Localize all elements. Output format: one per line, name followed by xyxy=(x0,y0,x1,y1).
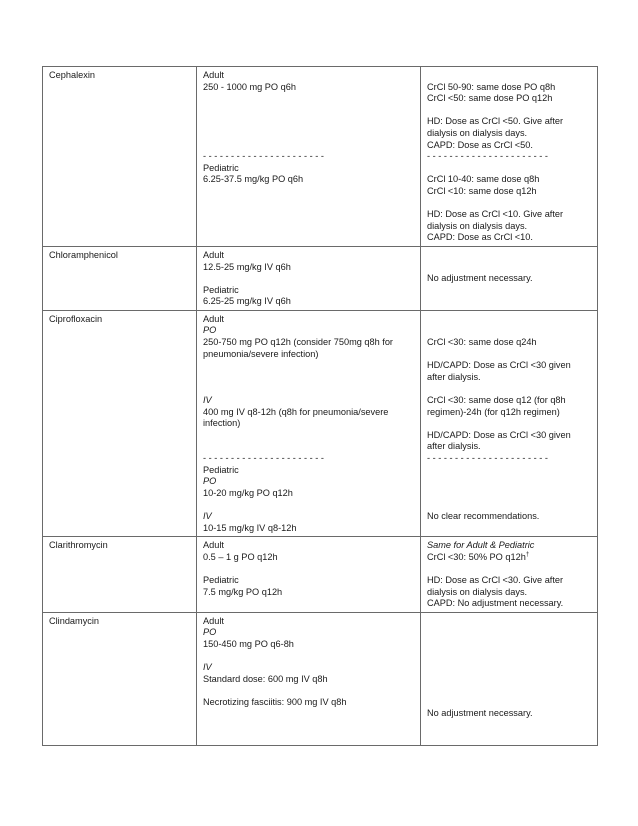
table-row xyxy=(43,612,598,746)
renal-line: CrCl <30: same dose q24h xyxy=(427,337,537,348)
renal-cell xyxy=(421,246,598,310)
section-divider: - - - - - - - - - - - - - - - - - - - - - - xyxy=(427,453,548,463)
adult-label: Adult xyxy=(203,313,224,324)
renal-line: HD: Dose as CrCl <50. Give after dialysis on dialysis days. xyxy=(427,116,564,138)
adult-label: Adult xyxy=(203,615,224,626)
dosing-cell xyxy=(197,612,421,746)
renal-note: No adjustment necessary. xyxy=(427,708,533,719)
renal-heading: Same for Adult & Pediatric xyxy=(427,540,535,551)
pediatric-dose: 6.25-25 mg/kg IV q6h xyxy=(203,296,291,307)
adult-label: Adult xyxy=(203,70,224,80)
pediatric-label: Pediatric xyxy=(203,574,239,585)
renal-cell xyxy=(421,612,598,746)
adult-label: Adult xyxy=(203,540,224,551)
renal-line: HD: Dose as CrCl <10. Give after dialysis on dialysis days. xyxy=(427,209,564,231)
adult-dose: 12.5-25 mg/kg IV q6h xyxy=(203,261,291,272)
renal-line: CAPD: Dose as CrCl <10. xyxy=(427,232,533,243)
dosing-cell xyxy=(197,246,421,310)
iv-standard-dose: Standard dose: 600 mg IV q8h xyxy=(203,673,328,684)
renal-line: HD/CAPD: Dose as CrCl <30 given after dialysis. xyxy=(427,429,571,452)
adult-dose: 0.5 – 1 g PO q12h xyxy=(203,551,278,562)
dosing-table xyxy=(42,66,598,746)
route-label-po: PO xyxy=(203,476,217,487)
drug-name: Clindamycin xyxy=(49,615,100,626)
section-divider: - - - - - - - - - - - - - - - - - - - - - - xyxy=(427,151,548,162)
po-dose: 250-750 mg PO q12h (consider 750mg q8h for pneumonia/severe infection) xyxy=(203,337,393,359)
pediatric-dose: 7.5 mg/kg PO q12h xyxy=(203,586,283,597)
route-label-po: PO xyxy=(203,325,217,336)
pediatric-label: Pediatric xyxy=(203,284,239,295)
drug-name: Chloramphenicol xyxy=(49,249,118,260)
renal-cell xyxy=(421,310,598,536)
renal-line: CrCl <30: same dose q12 (for q8h regimen)-24h (for q12h regimen) xyxy=(427,395,566,417)
renal-line xyxy=(427,552,591,564)
renal-line: CAPD: No adjustment necessary. xyxy=(427,598,564,609)
section-divider: - - - - - - - - - - - - - - - - - - - - - - xyxy=(203,151,324,162)
renal-note: No adjustment necessary. xyxy=(427,273,533,284)
iv-dose: 400 mg IV q8-12h (q8h for pneumonia/severe infection) xyxy=(203,406,389,429)
pediatric-dose: 6.25-37.5 mg/kg PO q6h xyxy=(203,174,304,185)
drug-name: Ciprofloxacin xyxy=(49,313,103,324)
renal-line: CrCl <50: same dose PO q12h xyxy=(427,93,553,104)
drug-name-cell xyxy=(43,246,197,310)
renal-text: CrCl <30: 50% PO q12h xyxy=(427,551,526,562)
table-row xyxy=(43,537,598,613)
section-divider: - - - - - - - - - - - - - - - - - - - - - - xyxy=(203,453,324,463)
renal-line: CrCl 10-40: same dose q8h xyxy=(427,174,540,185)
drug-name-cell xyxy=(43,537,197,613)
dosing-cell xyxy=(197,537,421,613)
route-label-iv: IV xyxy=(203,510,212,521)
renal-note: No clear recommendations. xyxy=(427,510,540,521)
route-label-iv: IV xyxy=(203,395,212,406)
renal-line: CrCl <10: same dose q12h xyxy=(427,185,537,196)
ped-po-dose: 10-20 mg/kg PO q12h xyxy=(203,487,293,498)
renal-line: HD: Dose as CrCl <30. Give after dialysis on dialysis days. xyxy=(427,574,564,597)
drug-name-cell xyxy=(43,310,197,536)
renal-cell xyxy=(421,537,598,613)
table-row xyxy=(43,246,598,310)
renal-line: CrCl 50-90: same dose PO q8h xyxy=(427,81,556,92)
table-row xyxy=(43,310,598,536)
dosing-cell xyxy=(197,67,421,247)
iv-necrotizing-dose: Necrotizing fasciitis: 900 mg IV q8h xyxy=(203,696,347,707)
adult-label: Adult xyxy=(203,249,224,260)
drug-name: Clarithromycin xyxy=(49,540,108,551)
drug-name-cell xyxy=(43,67,197,247)
drug-name: Cephalexin xyxy=(49,70,95,80)
renal-line: HD/CAPD: Dose as CrCl <30 given after dialysis. xyxy=(427,360,571,382)
route-label-po: PO xyxy=(203,627,217,638)
ped-iv-dose: 10-15 mg/kg IV q8-12h xyxy=(203,522,297,533)
adult-dose: 250 - 1000 mg PO q6h xyxy=(203,81,296,92)
po-dose: 150-450 mg PO q6-8h xyxy=(203,638,294,649)
pediatric-label: Pediatric xyxy=(203,464,239,475)
pediatric-label: Pediatric xyxy=(203,162,239,173)
renal-line: CAPD: Dose as CrCl <50. xyxy=(427,139,533,150)
table-row xyxy=(43,67,598,247)
route-label-iv: IV xyxy=(203,662,212,673)
dosing-cell xyxy=(197,310,421,536)
renal-cell xyxy=(421,67,598,247)
drug-name-cell xyxy=(43,612,197,746)
footnote-mark: † xyxy=(525,551,530,558)
